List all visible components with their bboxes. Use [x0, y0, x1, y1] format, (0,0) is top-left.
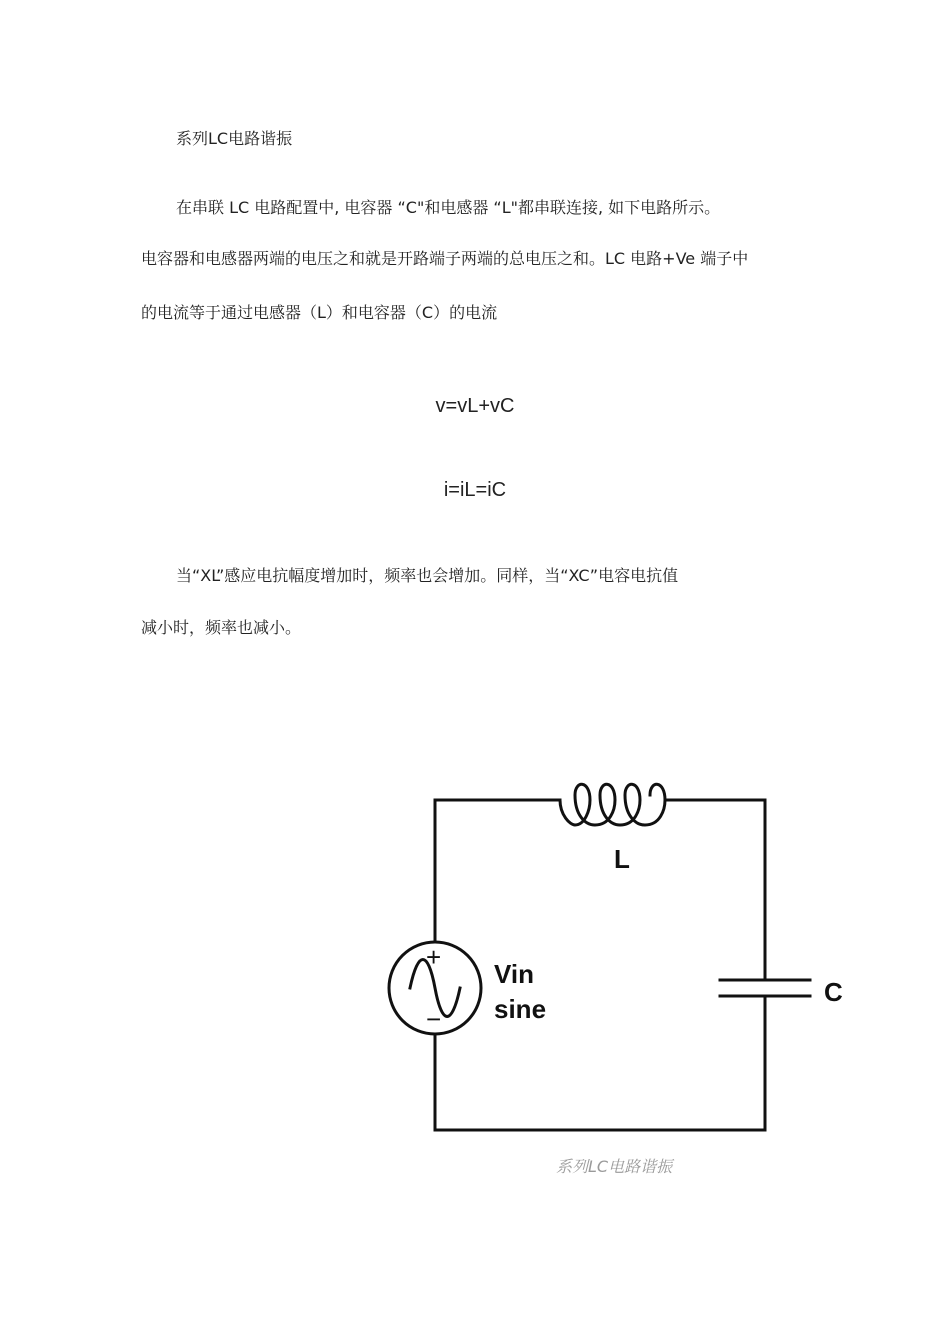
paragraph-frequency: 减小时，频率也减小。 — [141, 618, 302, 637]
paragraph-reactance: 当“XL”感应电抗幅度增加时，频率也会增加。同样，当“XC”电容电抗值 — [176, 566, 679, 585]
inductor-label: L — [614, 844, 630, 874]
paragraph-series-config: 在串联 LC 电路配置中, 电容器 “C"和电感器 “L"都串联连接, 如下电路所示。 — [176, 198, 721, 217]
equation-current: i=iL=iC — [443, 479, 507, 501]
diagram-caption: 系列LC电路谐振 — [556, 1157, 673, 1176]
source-label-sine: sine — [494, 994, 547, 1024]
source-label-vin: Vin — [494, 959, 534, 989]
equation-voltage: v=vL+vC — [435, 395, 515, 417]
source-minus-sign: − — [426, 1004, 442, 1034]
source-plus-sign: + — [426, 942, 442, 972]
paragraph-current: 的电流等于通过电感器（L）和电容器（C）的电流 — [141, 303, 498, 322]
capacitor-label: C — [824, 977, 843, 1007]
series-lc-circuit-diagram — [370, 770, 870, 1190]
paragraph-voltage-sum: 电容器和电感器两端的电压之和就是开路端子两端的总电压之和。LC 电路+Ve 端子中 — [141, 249, 749, 268]
inductor-coil — [560, 784, 665, 825]
section-heading: 系列LC电路谐振 — [176, 129, 293, 148]
